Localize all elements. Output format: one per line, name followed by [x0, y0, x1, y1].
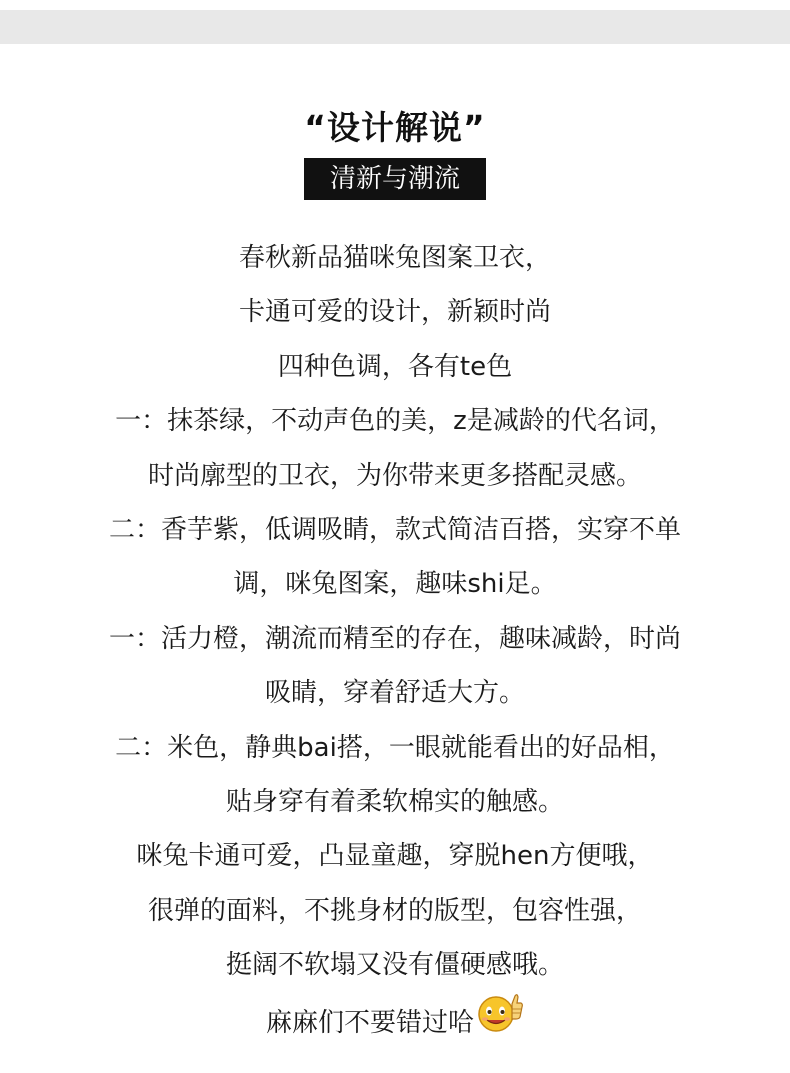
- description-line-2: 卡通可爱的设计，新颖时尚: [238, 297, 551, 328]
- description-line-4: 一：抹茶绿，不动声色的美，z是减龄的代名词，: [115, 406, 675, 437]
- description-line-12: 咪兔卡通可爱，凸显童趣，穿脱hen方便哦，: [136, 841, 654, 872]
- section-title: “设计解说”: [304, 108, 486, 147]
- description-line-6: 二：香芋紫，低调吸睛，款式简洁百搭，实穿不单: [108, 514, 681, 545]
- top-divider-band: [0, 10, 790, 44]
- description-line-5: 时尚廓型的卫衣，为你带来更多搭配灵感。: [147, 460, 642, 491]
- description-line-3: 四种色调，各有te色: [277, 351, 513, 382]
- description-line-9: 吸睛，穿着舒适大方。: [264, 678, 525, 709]
- description-text: [0, 231, 790, 1047]
- description-line-7: 调，咪兔图案，趣味shi足。: [233, 569, 557, 600]
- subtitle-badge: 清新与潮流: [304, 158, 486, 200]
- subtitle-badge-wrap: [0, 158, 790, 200]
- description-line-11: 贴身穿有着柔软棉实的触感。: [225, 786, 564, 817]
- description-line-1: 春秋新品猫咪兔图案卫衣，: [238, 243, 551, 273]
- closing-text: 麻麻们不要错过哈: [265, 1008, 474, 1039]
- description-line-15: [0, 992, 790, 1046]
- description-line-10: 二：米色，静典bai搭，一眼就能看出的好品相，: [115, 732, 675, 763]
- description-line-14: 挺阔不软塌又没有僵硬感哦。: [225, 950, 564, 981]
- description-line-13: 很弹的面料，不挑身材的版型，包容性强，: [147, 895, 642, 926]
- description-line-8: 一：活力橙，潮流而精至的存在，趣味减龄，时尚: [108, 623, 681, 654]
- smiling-face-thumbs-up-icon: [476, 990, 524, 1053]
